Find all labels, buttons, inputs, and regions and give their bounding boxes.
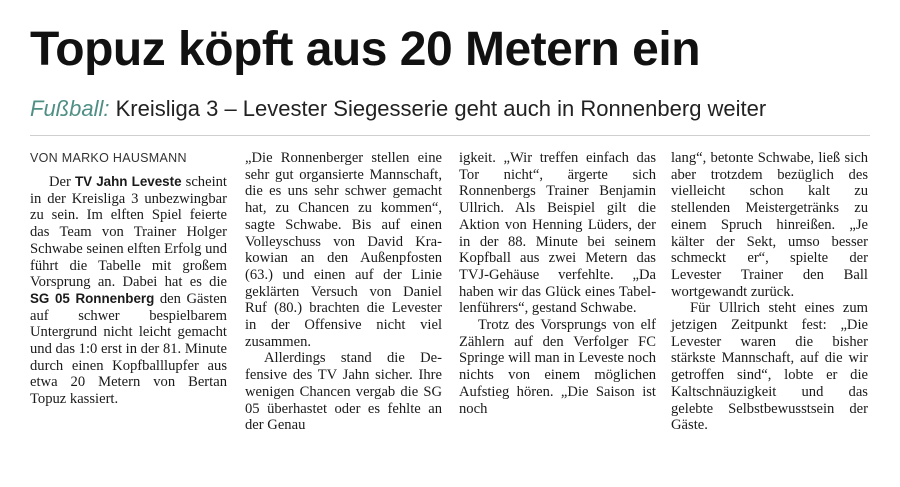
text-run: Der — [48, 174, 75, 190]
text-column-4 — [671, 150, 868, 434]
paragraph: Allerdings stand die Defensive des TV Jahn sicher. Ihre wenigen Chancen vergab die SG 05 überhastet oder es fehlte an der Genau — [245, 350, 442, 434]
text-column-2 — [245, 150, 442, 434]
header-divider — [30, 135, 870, 136]
paragraph: Trotz des Vorsprungs von elf Zählern auf den Verfolger FC Springe will man in Leveste noch nichts von einem möglichen Aufstieg hören. „Die Saison ist noch — [459, 317, 656, 417]
article-byline: VON MARKO HAUSMANN — [30, 151, 187, 165]
team-name-leveste: TV Jahn Leveste — [74, 174, 182, 189]
paragraph: „Die Ronnenberger stellen eine sehr gut organsierte Mannschaft, die es uns sehr schwer gemacht hat, zu Chancen zu kommen“, sagte Schwabe. Bis auf einen Volleyschuss von David Krakowian an den Außenpfosten (63.) und einen auf der Linie geklärten Versuch von Daniel Ruf (80.) brachten die Levester in der Offensive nicht viel zusammen. — [245, 150, 442, 350]
article-kicker: Fußball: — [30, 96, 110, 121]
text-run: den Gästen auf schwer bespielbarem Untergrund nicht leicht gemacht und das 1:0 erst in der 81. Minute durch einen Kopfballlupfer aus etwa 20 Metern von Bertan Topuz kassiert. — [30, 290, 227, 408]
paragraph: Für Ullrich steht eines zum jetzigen Zeitpunkt fest: „Die Levester waren die bisher stärkste Mannschaft, auf die wir getroffen sind“, lobte er die Kaltschnäuzigkeit und das gelebte Selbstbewusstsein der Gäste. — [671, 300, 868, 434]
article-headline: Topuz köpft aus 20 Metern ein — [30, 23, 701, 76]
paragraph: igkeit. „Wir treffen einfach das Tor nicht“, ärgerte sich Ronnenbergs Trainer Benjamin Ullrich. Als Beispiel gilt die Aktion von Henning Lüders, der in der 88. Minute bei seinem Kopfball aus zwei Metern das TVJ-Gehäuse verfehlte. „Da haben wir das Glück eines Tabellenführers“, gestand Schwabe. — [459, 150, 656, 317]
article-subline — [30, 94, 766, 124]
text-column-3 — [459, 150, 656, 417]
article-subtitle: Kreisliga 3 – Levester Siegesserie geht auch in Ronnenberg weiter — [115, 96, 767, 121]
text-column-1 — [30, 150, 227, 408]
text-run: scheint in der Kreisliga 3 unbezwingbar zu sein. Im elften Spiel feierte das Team von Trainer Holger Schwabe seinen elften Erfolg und führt die Tabelle mit großem Vorsprung an. Dabei hat es die — [30, 174, 227, 291]
paragraph: lang“, betonte Schwabe, ließ sich aber trotzdem bezüglich des vielleicht schon kalt zu stellenden Meistergetränks zu einem Spruch hinreißen. „Je kälter der Sekt, umso besser schmeckt er“, spielte der Levester Trainer den Ball wortgewandt zurück. — [671, 150, 868, 300]
team-name-ronnenberg: SG 05 Ronnenberg — [30, 290, 155, 306]
paragraph — [30, 174, 227, 408]
